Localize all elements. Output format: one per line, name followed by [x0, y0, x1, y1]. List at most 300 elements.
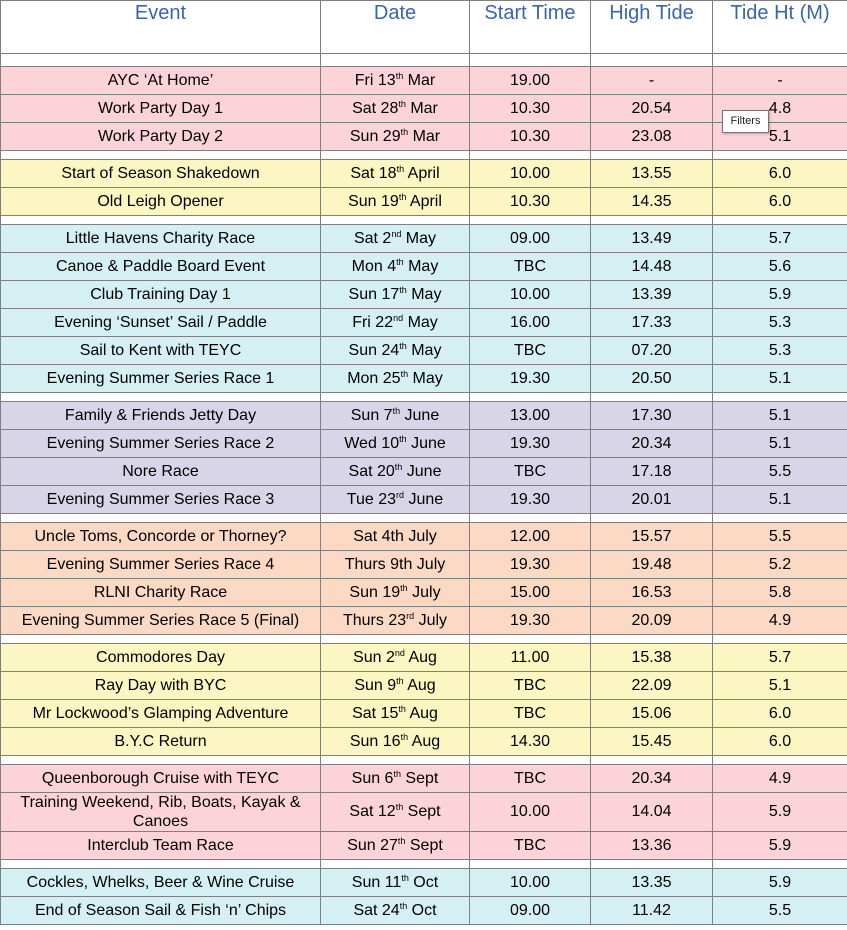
group-spacer — [1, 860, 847, 869]
spacer-cell — [321, 756, 470, 765]
event-cell: RLNI Charity Race — [1, 579, 321, 607]
event-cell: Evening Summer Series Race 1 — [1, 365, 321, 393]
date-suffix: nd — [391, 228, 402, 239]
event-cell: Club Training Day 1 — [1, 281, 321, 309]
start-time-cell: 19.30 — [470, 486, 591, 514]
tide-height-cell: 6.0 — [713, 160, 847, 188]
tide-height-cell: 5.9 — [713, 793, 847, 832]
date-suffix: th — [399, 284, 407, 295]
date-cell — [321, 365, 470, 393]
date-suffix: th — [400, 126, 409, 137]
date-cell — [321, 402, 470, 430]
start-time-cell: TBC — [470, 700, 591, 728]
date-day: Sat 12 — [349, 803, 396, 820]
high-tide-cell: 20.09 — [591, 607, 713, 635]
date-suffix: rd — [406, 610, 415, 621]
date-month: May — [412, 369, 443, 387]
date-month: June — [408, 490, 444, 508]
spacer-cell — [1, 756, 321, 765]
table-row[interactable] — [1, 160, 847, 188]
spacer-cell — [713, 756, 847, 765]
date-month: Aug — [409, 704, 438, 722]
spacer-cell — [591, 860, 713, 869]
date-day: Sun 16 — [349, 732, 401, 750]
group-spacer — [1, 514, 847, 523]
start-time-cell: 13.00 — [470, 402, 591, 430]
tide-height-cell: 5.9 — [713, 832, 847, 860]
group-spacer — [1, 151, 847, 160]
tide-height-cell: 4.9 — [713, 765, 847, 793]
date-cell — [321, 644, 470, 672]
date-day: Sun 27 — [347, 836, 398, 854]
date-month: May — [408, 257, 439, 275]
high-tide-cell: 20.54 — [591, 95, 713, 123]
date-month: May — [411, 341, 442, 359]
event-cell: Family & Friends Jetty Day — [1, 402, 321, 430]
table-row[interactable] — [1, 458, 847, 486]
date-day: Sun 19 — [348, 192, 399, 210]
date-cell — [321, 225, 470, 253]
event-cell: Queenborough Cruise with TEYC — [1, 765, 321, 793]
high-tide-cell: 16.53 — [591, 579, 713, 607]
spacer-cell — [321, 54, 470, 67]
high-tide-cell: 20.50 — [591, 365, 713, 393]
event-cell: B.Y.C Return — [1, 728, 321, 756]
start-time-cell: 15.00 — [470, 579, 591, 607]
date-cell — [321, 188, 470, 216]
start-time-cell: 16.00 — [470, 309, 591, 337]
tide-height-cell: 4.8 — [713, 95, 847, 123]
spacer-cell — [1, 635, 321, 644]
spacer-cell — [713, 860, 847, 869]
tide-height-cell: 5.9 — [713, 281, 847, 309]
tide-height-cell: 4.9 — [713, 607, 847, 635]
filters-tooltip: Filters — [722, 110, 769, 133]
table-row[interactable] — [1, 337, 847, 365]
date-cell — [321, 430, 470, 458]
tide-height-cell: - — [713, 67, 847, 95]
spacer-cell — [321, 514, 470, 523]
table-row[interactable] — [1, 95, 847, 123]
date-month: Mar — [407, 71, 436, 89]
date-suffix: th — [395, 70, 404, 81]
date-cell — [321, 869, 470, 897]
tide-height-cell: 5.5 — [713, 458, 847, 486]
date-suffix: th — [400, 582, 408, 593]
date-suffix: th — [396, 675, 404, 686]
date-cell — [321, 95, 470, 123]
date-month: June — [406, 462, 442, 480]
date-suffix: th — [393, 768, 401, 779]
date-suffix: th — [397, 835, 406, 846]
date-cell — [321, 897, 470, 925]
table-row[interactable] — [1, 793, 847, 832]
table-row[interactable] — [1, 765, 847, 793]
tide-height-cell: 5.1 — [713, 402, 847, 430]
start-time-cell: 09.00 — [470, 897, 591, 925]
high-tide-cell: 13.36 — [591, 832, 713, 860]
date-day: Sun 9 — [354, 676, 397, 694]
date-day: Fri 22 — [352, 313, 394, 331]
spacer-cell — [713, 393, 847, 402]
events-body — [1, 54, 847, 925]
spacer-cell — [713, 54, 847, 67]
spacer-cell — [591, 635, 713, 644]
high-tide-cell: 15.38 — [591, 644, 713, 672]
date-suffix: th — [398, 191, 407, 202]
start-time-cell: 19.30 — [470, 365, 591, 393]
date-cell — [321, 309, 470, 337]
table-row[interactable] — [1, 523, 847, 551]
start-time-cell: 10.00 — [470, 793, 591, 832]
spacer-cell — [470, 216, 591, 225]
date-day: Sun 29 — [349, 127, 401, 145]
tide-height-cell: 5.7 — [713, 644, 847, 672]
spacer-cell — [1, 151, 321, 160]
date-suffix: th — [400, 731, 409, 742]
date-month: May — [405, 229, 437, 247]
spacer-cell — [713, 635, 847, 644]
event-cell: AYC ‘At Home’ — [1, 67, 321, 95]
spacer-cell — [321, 860, 470, 869]
date-suffix: th — [398, 98, 406, 109]
table-row[interactable] — [1, 309, 847, 337]
date-cell — [321, 728, 470, 756]
date-cell — [321, 672, 470, 700]
start-time-cell: TBC — [470, 832, 591, 860]
event-cell: Start of Season Shakedown — [1, 160, 321, 188]
date-cell — [321, 579, 470, 607]
date-day: Sat 28 — [352, 99, 399, 117]
table-row[interactable] — [1, 67, 847, 95]
tide-height-cell: 5.1 — [713, 430, 847, 458]
tide-height-cell: 6.0 — [713, 700, 847, 728]
date-suffix: th — [399, 900, 408, 911]
start-time-cell: 14.30 — [470, 728, 591, 756]
start-time-cell: 10.00 — [470, 160, 591, 188]
high-tide-cell: 11.42 — [591, 897, 713, 925]
spacer-cell — [321, 393, 470, 402]
tide-height-cell: 5.1 — [713, 123, 847, 151]
tide-height-cell: 5.5 — [713, 897, 847, 925]
high-tide-cell: 13.55 — [591, 160, 713, 188]
date-day: Sat 2 — [353, 229, 392, 247]
spacer-cell — [1, 216, 321, 225]
event-cell: Commodores Day — [1, 644, 321, 672]
date-cell — [321, 607, 470, 635]
date-month: Oct — [413, 873, 439, 891]
date-suffix: nd — [393, 312, 404, 323]
spacer-cell — [470, 151, 591, 160]
table-row[interactable] — [1, 607, 847, 635]
high-tide-cell: 14.04 — [591, 793, 713, 832]
start-time-cell: 09.00 — [470, 225, 591, 253]
date-day: Sun 11 — [351, 873, 402, 891]
date-suffix: th — [399, 433, 407, 444]
tide-height-cell: 5.9 — [713, 869, 847, 897]
tide-height-cell: 5.5 — [713, 523, 847, 551]
header-row — [1, 1, 847, 54]
date-suffix: th — [399, 340, 407, 351]
start-time-cell: 10.00 — [470, 869, 591, 897]
date-suffix: th — [394, 461, 403, 472]
table-row[interactable] — [1, 486, 847, 514]
table-row[interactable] — [1, 897, 847, 925]
table-row[interactable] — [1, 700, 847, 728]
high-tide-cell: 23.08 — [591, 123, 713, 151]
date-day: Sat 15 — [352, 704, 399, 722]
high-tide-cell: 20.34 — [591, 765, 713, 793]
date-month: June — [411, 434, 446, 452]
date-day: Sun 2 — [353, 648, 395, 666]
start-time-cell: 19.30 — [470, 551, 591, 579]
tide-height-cell: 5.3 — [713, 309, 847, 337]
date-day: Sun 17 — [348, 285, 400, 303]
tide-height-cell: 6.0 — [713, 188, 847, 216]
date-month: July — [416, 555, 446, 573]
date-cell — [321, 253, 470, 281]
high-tide-cell: 14.35 — [591, 188, 713, 216]
date-month: Oct — [411, 901, 437, 919]
start-time-cell: 12.00 — [470, 523, 591, 551]
date-suffix: th — [401, 872, 409, 883]
start-time-cell: 19.30 — [470, 607, 591, 635]
table-row[interactable] — [1, 123, 847, 151]
high-tide-cell: 13.39 — [591, 281, 713, 309]
date-month: Sept — [405, 769, 439, 787]
spacer-cell — [470, 635, 591, 644]
date-month: July — [412, 583, 441, 601]
event-cell: Evening ‘Sunset’ Sail / Paddle — [1, 309, 321, 337]
header-date[interactable]: Date — [321, 1, 470, 54]
table-row[interactable] — [1, 728, 847, 756]
group-spacer — [1, 216, 847, 225]
table-row[interactable] — [1, 551, 847, 579]
event-cell: Ray Day with BYC — [1, 672, 321, 700]
tide-height-cell: 5.8 — [713, 579, 847, 607]
spacer-cell — [1, 514, 321, 523]
header-start-time[interactable]: Start Time — [470, 1, 591, 54]
high-tide-cell: 19.48 — [591, 551, 713, 579]
tide-height-cell: 6.0 — [713, 728, 847, 756]
table-row[interactable] — [1, 188, 847, 216]
date-suffix: th — [400, 368, 409, 379]
date-cell — [321, 281, 470, 309]
start-time-cell: 10.00 — [470, 281, 591, 309]
spacer-cell — [591, 54, 713, 67]
event-cell: Evening Summer Series Race 4 — [1, 551, 321, 579]
spacer-cell — [470, 393, 591, 402]
date-month: Aug — [407, 676, 436, 694]
table-row[interactable] — [1, 672, 847, 700]
date-day: Sat 24 — [353, 901, 400, 919]
date-day: Thurs 9th — [344, 555, 413, 573]
tide-height-cell: 5.1 — [713, 365, 847, 393]
event-cell: Mr Lockwood’s Glamping Adventure — [1, 700, 321, 728]
tide-height-cell: 5.1 — [713, 486, 847, 514]
high-tide-cell: 13.35 — [591, 869, 713, 897]
date-day: Sat 20 — [348, 462, 395, 480]
spacer-cell — [470, 514, 591, 523]
date-day: Thurs 23 — [342, 611, 407, 629]
event-cell: Cockles, Whelks, Beer & Wine Cruise — [1, 869, 321, 897]
spacer-cell — [591, 151, 713, 160]
date-suffix: rd — [396, 489, 405, 500]
table-row[interactable] — [1, 430, 847, 458]
group-spacer — [1, 635, 847, 644]
date-day: Sun 24 — [348, 341, 400, 359]
group-spacer — [1, 54, 847, 67]
tide-height-cell: 5.2 — [713, 551, 847, 579]
date-day: Sun 7 — [350, 406, 393, 424]
date-day: Sun 6 — [351, 769, 394, 787]
high-tide-cell: 13.49 — [591, 225, 713, 253]
date-day: Fri 13 — [354, 71, 396, 89]
spacer-cell — [713, 216, 847, 225]
date-month: Mar — [410, 99, 438, 117]
spacer-cell — [470, 756, 591, 765]
spacer-cell — [1, 54, 321, 67]
event-cell: Nore Race — [1, 458, 321, 486]
event-cell: Canoe & Paddle Board Event — [1, 253, 321, 281]
high-tide-cell: - — [591, 67, 713, 95]
header-high-tide[interactable]: High Tide — [591, 1, 713, 54]
date-day: Tue 23 — [346, 490, 397, 508]
table-row[interactable] — [1, 225, 847, 253]
date-cell — [321, 765, 470, 793]
date-month: May — [407, 313, 438, 331]
date-cell — [321, 337, 470, 365]
date-month: April — [407, 164, 440, 182]
event-cell: Old Leigh Opener — [1, 188, 321, 216]
date-day: Mon 4 — [351, 257, 397, 275]
date-month: Aug — [411, 732, 441, 750]
high-tide-cell: 17.30 — [591, 402, 713, 430]
high-tide-cell: 22.09 — [591, 672, 713, 700]
date-month: July — [408, 527, 437, 545]
event-cell: Uncle Toms, Concorde or Thorney? — [1, 523, 321, 551]
high-tide-cell: 15.06 — [591, 700, 713, 728]
table-row[interactable] — [1, 402, 847, 430]
spacer-cell — [713, 151, 847, 160]
date-day: Mon 25 — [347, 369, 401, 387]
date-month: May — [411, 285, 442, 303]
start-time-cell: TBC — [470, 765, 591, 793]
date-day: Sat 4th — [353, 527, 404, 545]
event-cell: Work Party Day 2 — [1, 123, 321, 151]
start-time-cell: TBC — [470, 253, 591, 281]
spacer-cell — [321, 216, 470, 225]
date-suffix: th — [395, 802, 404, 812]
date-cell — [321, 551, 470, 579]
tide-height-cell: 5.7 — [713, 225, 847, 253]
event-cell: Evening Summer Series Race 5 (Final) — [1, 607, 321, 635]
date-cell — [321, 67, 470, 95]
tide-height-cell: 5.6 — [713, 253, 847, 281]
date-month: Aug — [408, 648, 437, 666]
date-cell — [321, 700, 470, 728]
start-time-cell: 19.30 — [470, 430, 591, 458]
date-month: June — [404, 406, 440, 424]
date-cell — [321, 160, 470, 188]
header-tide-height[interactable]: Tide Ht (M) — [713, 1, 847, 54]
event-cell: Training Weekend, Rib, Boats, Kayak & Canoes — [1, 793, 321, 832]
date-suffix: th — [396, 163, 405, 174]
date-suffix: th — [392, 405, 401, 416]
event-cell: Little Havens Charity Race — [1, 225, 321, 253]
date-month: April — [409, 192, 442, 210]
spacer-cell — [591, 393, 713, 402]
date-cell — [321, 458, 470, 486]
spacer-cell — [591, 756, 713, 765]
spacer-cell — [321, 635, 470, 644]
event-cell: End of Season Sail & Fish ‘n’ Chips — [1, 897, 321, 925]
event-cell: Evening Summer Series Race 3 — [1, 486, 321, 514]
start-time-cell: TBC — [470, 672, 591, 700]
date-month: Sept — [409, 836, 443, 854]
date-cell — [321, 123, 470, 151]
table-row[interactable] — [1, 253, 847, 281]
high-tide-cell: 15.45 — [591, 728, 713, 756]
high-tide-cell: 14.48 — [591, 253, 713, 281]
spacer-cell — [470, 860, 591, 869]
high-tide-cell: 07.20 — [591, 337, 713, 365]
table-row[interactable] — [1, 365, 847, 393]
high-tide-cell: 17.33 — [591, 309, 713, 337]
table-row[interactable] — [1, 579, 847, 607]
event-cell: Work Party Day 1 — [1, 95, 321, 123]
high-tide-cell: 15.57 — [591, 523, 713, 551]
date-month: Mar — [412, 127, 441, 145]
high-tide-cell: 20.01 — [591, 486, 713, 514]
tide-height-cell: 5.3 — [713, 337, 847, 365]
start-time-cell: 11.00 — [470, 644, 591, 672]
start-time-cell: 10.30 — [470, 123, 591, 151]
start-time-cell: TBC — [470, 458, 591, 486]
date-cell — [321, 486, 470, 514]
group-spacer — [1, 393, 847, 402]
start-time-cell: TBC — [470, 337, 591, 365]
date-cell — [321, 832, 470, 860]
date-month: July — [418, 611, 448, 629]
spacer-cell — [321, 151, 470, 160]
date-month: Sept — [407, 803, 441, 820]
event-cell: Sail to Kent with TEYC — [1, 337, 321, 365]
table-row[interactable] — [1, 281, 847, 309]
spacer-cell — [591, 216, 713, 225]
date-day: Wed 10 — [344, 434, 400, 452]
date-day: Sat 18 — [350, 164, 397, 182]
header-event[interactable]: Event — [1, 1, 321, 54]
start-time-cell: 10.30 — [470, 95, 591, 123]
date-cell — [321, 523, 470, 551]
spacer-cell — [591, 514, 713, 523]
spacer-cell — [1, 860, 321, 869]
table-row[interactable] — [1, 644, 847, 672]
high-tide-cell: 20.34 — [591, 430, 713, 458]
start-time-cell: 10.30 — [470, 188, 591, 216]
spacer-cell — [713, 514, 847, 523]
table-row[interactable] — [1, 869, 847, 897]
event-cell: Evening Summer Series Race 2 — [1, 430, 321, 458]
date-cell — [321, 793, 470, 832]
tide-height-cell: 5.1 — [713, 672, 847, 700]
high-tide-cell: 17.18 — [591, 458, 713, 486]
date-suffix: th — [396, 256, 404, 267]
table-row[interactable] — [1, 832, 847, 860]
start-time-cell: 19.00 — [470, 67, 591, 95]
date-suffix: th — [398, 703, 406, 714]
